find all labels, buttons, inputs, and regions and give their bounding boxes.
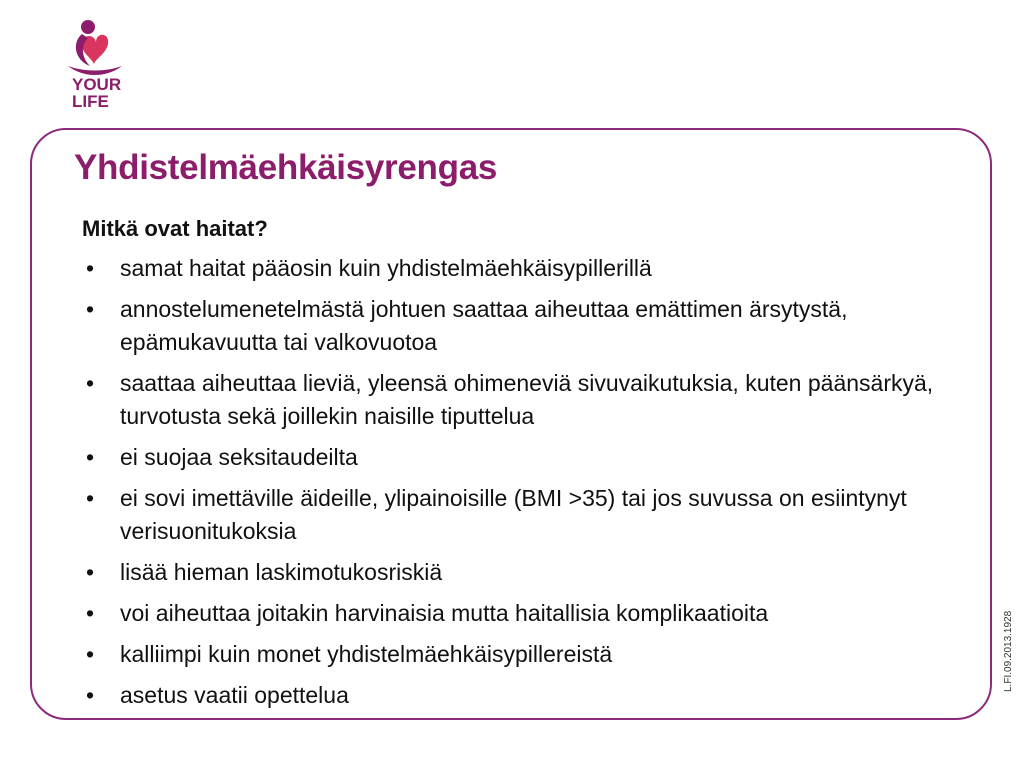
bullet-text: asetus vaatii opettelua [120,682,349,708]
logo-text-line1: YOUR [72,75,122,94]
bullet-item [82,638,942,671]
bullet-text: samat haitat pääosin kuin yhdistelmäehkäisypillerillä [120,255,652,281]
logo-figure-icon [60,12,130,82]
bullet-text: kalliimpi kuin monet yhdistelmäehkäisypillereistä [120,641,613,667]
slide-content [82,214,942,720]
bullet-dot: • [86,370,95,396]
bullet-dot: • [86,600,95,626]
slide-title: Yhdistelmäehkäisyrengas [74,148,498,187]
bullet-text: lisää hieman laskimotukosriskiä [120,559,443,585]
bullet-dot: • [86,641,95,667]
bullet-dot: • [86,255,95,281]
bullet-dot: • [86,682,95,708]
bullet-item [82,556,942,589]
bullet-item [82,293,942,359]
bullet-dot: • [86,559,95,585]
bullet-text: saattaa aiheuttaa lieviä, yleensä ohimeneviä sivuvaikutuksia, kuten päänsärkyä, turvotusta sekä joillekin naisille tiputtelua [120,370,934,429]
bullet-item [82,597,942,630]
bullet-list [82,252,942,712]
bullet-dot: • [86,485,95,511]
bullet-text: ei sovi imettäville äideille, ylipainoisille (BMI >35) tai jos suvussa on esiintynyt verisuonitukoksia [120,485,907,544]
bullet-item [82,482,942,548]
bullet-text: voi aiheuttaa joitakin harvinaisia mutta haitallisia komplikaatioita [120,600,769,626]
bullet-item [82,367,942,433]
bullet-item [82,441,942,474]
bullet-item [82,252,942,285]
logo-text-line2: LIFE [72,92,109,111]
bullet-text: annostelumenetelmästä johtuen saattaa aiheuttaa emättimen ärsytystä, epämukavuutta tai valkovuotoa [120,296,848,355]
slide-subtitle: Mitkä ovat haitat? [82,216,268,241]
bullet-dot: • [86,296,95,322]
document-code: L.FI.09.2013.1928 [1003,610,1014,692]
logo-text [72,76,122,110]
bullet-dot: • [86,444,95,470]
bullet-item [82,679,942,712]
bullet-text: ei suojaa seksitaudeilta [120,444,358,470]
